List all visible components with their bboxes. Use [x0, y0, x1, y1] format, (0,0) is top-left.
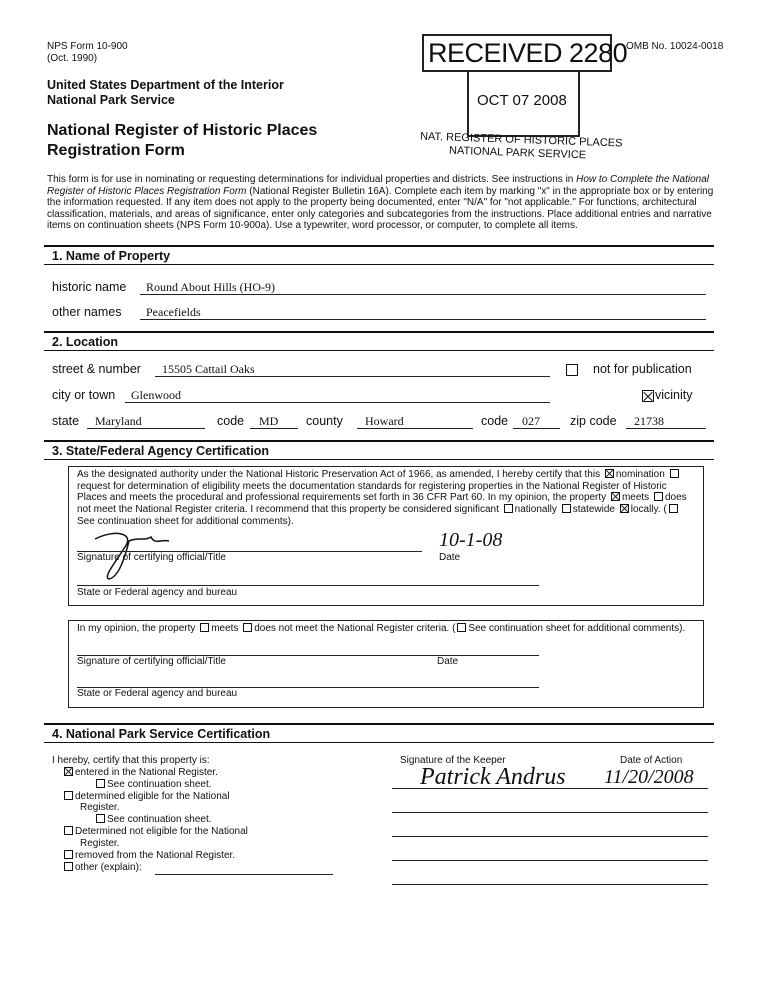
form-number: NPS Form 10-900 [47, 41, 128, 52]
vicinity-checkbox[interactable] [642, 390, 654, 402]
op-text: In my opinion, the property [77, 623, 196, 634]
certification-box [68, 466, 704, 606]
state-field[interactable]: Maryland [95, 414, 142, 428]
request-checkbox[interactable] [670, 469, 679, 478]
instructions [47, 174, 729, 232]
certify-intro: I hereby, certify that this property is: [52, 755, 210, 766]
action-date: 11/20/2008 [604, 766, 694, 788]
cert-text: locally. ( [630, 504, 667, 516]
meets-checkbox[interactable] [611, 492, 620, 501]
date-label: Date [439, 552, 461, 563]
county-code-field[interactable]: 027 [522, 414, 540, 428]
nationally-checkbox[interactable] [504, 504, 513, 513]
option-entered [62, 767, 218, 778]
section-4-heading: 4. National Park Service Certification [44, 723, 714, 743]
page-title: National Register of Historic Places [47, 122, 318, 139]
section-2-heading: 2. Location [44, 331, 714, 351]
county-code-label: code [481, 414, 509, 428]
omb-number: OMB No. 10024-0018 [626, 41, 724, 52]
cert-text: As the designated authority under the National Historic Preservation Act of 1966, as amended, I hereby certify that this [77, 469, 601, 480]
cert-text: nationally [514, 504, 557, 516]
signature-label-2: Signature of certifying official/Title [77, 656, 226, 667]
nomination-checkbox[interactable] [605, 469, 614, 478]
section-1-heading: 1. Name of Property [44, 245, 714, 265]
not-eligible-label-cont: Register. [80, 838, 120, 849]
agency-line [77, 585, 539, 586]
keeper-line-1 [392, 788, 708, 789]
instructions-text: This form is for use in nominating or requesting determinations for individual properties and districts. See instructions in [47, 174, 577, 185]
other-label: other (explain): [75, 862, 142, 873]
other-checkbox[interactable] [64, 862, 73, 871]
locally-checkbox[interactable] [620, 504, 629, 513]
keeper-signature: Patrick Andrus [420, 764, 566, 790]
option-removed [62, 850, 235, 861]
cert-text: request for determination of eligibility meets the documentation standards for registering properties in the National Register of Historic [77, 480, 667, 492]
instructions-bulletin-title: How to Complete the National Register of Historic Places Registration Form [47, 174, 709, 197]
cert-text: statewide [572, 504, 615, 516]
cert-text: does [664, 492, 687, 504]
received-stamp [422, 34, 628, 72]
op-text: meets [211, 623, 239, 634]
page-subtitle: Registration Form [47, 142, 185, 159]
eligible-label-cont: Register. [80, 802, 120, 813]
opinion-text [77, 623, 685, 634]
agency-label-2: State or Federal agency and bureau [77, 688, 238, 699]
other-names-label: other names [52, 305, 122, 319]
entered-checkbox[interactable] [64, 767, 73, 776]
city-field[interactable]: Glenwood [131, 388, 181, 402]
city-label: city or town [52, 388, 116, 402]
street-label: street & number [52, 362, 141, 376]
statewide-checkbox[interactable] [562, 504, 571, 513]
not-eligible-checkbox[interactable] [64, 826, 73, 835]
street-field[interactable]: 15505 Cattail Oaks [162, 362, 255, 376]
continuation-sheet-checkbox[interactable] [669, 504, 678, 513]
op-text: See continuation sheet for additional comments). [468, 623, 686, 634]
other-explain-line[interactable] [155, 874, 333, 875]
certification-text [77, 469, 702, 528]
keeper-line-5 [392, 884, 708, 885]
see-cont-2-checkbox[interactable] [96, 814, 105, 823]
other-names-line [140, 319, 706, 320]
cert-text: nomination [615, 469, 665, 480]
vicinity-label: vicinity [655, 388, 693, 402]
see-cont-2-label: See continuation sheet. [107, 814, 212, 825]
cert-text: See continuation sheet for additional comments). [77, 515, 294, 527]
zip-field[interactable]: 21738 [634, 414, 664, 428]
option-eligible [62, 791, 230, 802]
stamp-line2: NATIONAL PARK SERVICE [448, 144, 587, 162]
cert-text: not meet the National Register criteria. I recommend that this property be considered significant [77, 504, 499, 516]
historic-name-label: historic name [52, 280, 127, 294]
option-see-cont-1 [94, 779, 212, 790]
signature-label: Signature of certifying official/Title [77, 552, 226, 563]
state-code-field[interactable]: MD [259, 414, 279, 428]
eligible-label: determined eligible for the National [75, 791, 230, 802]
city-line [125, 402, 550, 403]
date-of-action-label: Date of Action [620, 755, 683, 766]
agency: National Park Service [47, 93, 175, 107]
keeper-line-2 [392, 812, 708, 813]
other-names-field[interactable]: Peacefields [146, 305, 201, 319]
date-label-2: Date [437, 656, 459, 667]
not-for-publication-checkbox[interactable] [566, 364, 578, 376]
removed-checkbox[interactable] [64, 850, 73, 859]
option-not-eligible [62, 826, 248, 837]
stamp-date-box [467, 70, 580, 137]
received-date: OCT 07 2008 [477, 92, 567, 109]
county-label: county [306, 414, 343, 428]
op-does-not-meet-checkbox[interactable] [243, 623, 252, 632]
stamp-line1: NAT. REGISTER OF HISTORIC PLACES [419, 130, 623, 150]
removed-label: removed from the National Register. [75, 850, 236, 861]
zip-label: zip code [570, 414, 617, 428]
does-not-meet-checkbox[interactable] [654, 492, 663, 501]
section-3-heading: 3. State/Federal Agency Certification [44, 440, 714, 460]
state-code-label: code [217, 414, 245, 428]
op-meets-checkbox[interactable] [200, 623, 209, 632]
option-see-cont-2 [94, 814, 212, 825]
cert-text: meets [621, 492, 650, 504]
entered-label: entered in the National Register. [75, 767, 218, 778]
opinion-box [68, 620, 704, 708]
handwritten-date: 10-1-08 [439, 529, 503, 551]
department: United States Department of the Interior [47, 78, 284, 92]
county-field[interactable]: Howard [365, 414, 404, 428]
historic-name-field[interactable]: Round About Hills (HO-9) [146, 280, 275, 294]
keeper-line-3 [392, 836, 708, 837]
not-for-publication-label: not for publication [593, 362, 692, 376]
eligible-checkbox[interactable] [64, 791, 73, 800]
cert-text: Places and meets the procedural and professional requirements set forth in 36 CFR Part 60. In my opinion, the property [77, 492, 607, 504]
agency-label: State or Federal agency and bureau [77, 587, 238, 598]
keeper-label: Signature of the Keeper [400, 755, 506, 766]
keeper-line-4 [392, 860, 708, 861]
see-cont-1-label: See continuation sheet. [107, 779, 212, 790]
op-text: does not meet the National Register criteria. ( [254, 623, 456, 634]
form-date: (Oct. 1990) [47, 53, 98, 64]
option-other [62, 862, 142, 873]
not-eligible-label: Determined not eligible for the National [75, 826, 248, 837]
instructions-text-cont: (National Register Bulletin 16A). Complete each item by marking "x" in the appropriate box or by entering the information requested. If any item does not apply to the property being documented, enter "N/A" for "not applicable." For functions, architectural classification, materials, and areas of significance, enter only categories and subcategories from the instructions. Place additional entries and narrative items on continuation sheets (NPS Form 10-900a). Use a typewriter, word processor, or computer, to complete all items. [47, 185, 714, 232]
state-label: state [52, 414, 80, 428]
op-continuation-checkbox[interactable] [457, 623, 466, 632]
received-text: RECEIVED 2280 [428, 38, 628, 68]
see-cont-1-checkbox[interactable] [96, 779, 105, 788]
